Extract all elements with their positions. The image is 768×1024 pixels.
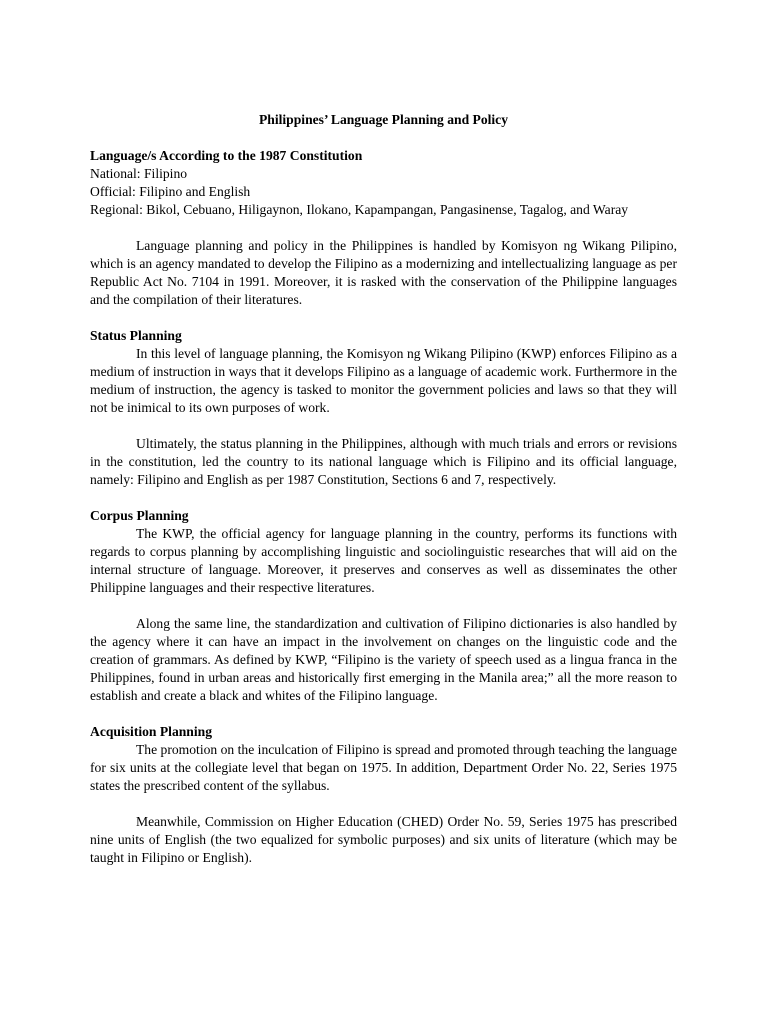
corpus-planning-paragraph-1: The KWP, the official agency for language planning in the country, performs its functions with regards to corpus planning by accomplishing linguistic and sociolinguistic researches that will aid on the internal structure of language. Moreover, it preserves and conserves as well as disseminates the other Philippine languages and their respective literatures. <box>90 526 677 595</box>
status-planning-paragraph-1: In this level of language planning, the Komisyon ng Wikang Pilipino (KWP) enforces Filipino as a medium of instruction in ways that it develops Filipino as a language of academic work. Furthermore in the medium of instruction, the agency is tasked to monitor the government policies and laws so that they will not be inimical to its own purposes of work. <box>90 346 677 415</box>
acquisition-planning-paragraph-2: Meanwhile, Commission on Higher Education (CHED) Order No. 59, Series 1975 has prescribed nine units of English (the two equalized for symbolic purposes) and six units of literature (which may be taught in Filipino or English). <box>90 814 677 865</box>
acquisition-planning-paragraph-1: The promotion on the inculcation of Filipino is spread and promoted through teaching the language for six units at the collegiate level that began on 1975. In addition, Department Order No. 22, Series 1975 states the prescribed content of the syllabus. <box>90 742 677 793</box>
spacer <box>90 597 677 615</box>
spacer <box>90 417 677 435</box>
corpus-planning-heading: Corpus Planning <box>90 508 189 523</box>
constitution-heading: Language/s According to the 1987 Constitution <box>90 148 363 163</box>
document-body <box>90 111 677 867</box>
acquisition-planning-heading: Acquisition Planning <box>90 724 213 739</box>
page-title: Philippines’ Language Planning and Policy <box>258 112 509 127</box>
corpus-planning-paragraph-2: Along the same line, the standardization and cultivation of Filipino dictionaries is also handled by the agency where it can have an impact in the involvement on changes on the linguistic code and the creation of grammars. As defined by KWP, “Filipino is the variety of speech used as a lingua franca in the Philippines, found in urban areas and historically first emerging in the Manila area;” all the more reason to establish and create a black and whites of the Filipino language. <box>90 616 677 703</box>
spacer <box>90 219 677 237</box>
regional-language-line: Regional: Bikol, Cebuano, Hiligaynon, Ilokano, Kapampangan, Pangasinense, Tagalog, and Waray <box>90 202 629 217</box>
status-planning-paragraph-2: Ultimately, the status planning in the Philippines, although with much trials and errors or revisions in the constitution, led the country to its national language which is Filipino and its official language, namely: Filipino and English as per 1987 Constitution, Sections 6 and 7, respectively. <box>90 436 677 487</box>
spacer <box>90 489 677 507</box>
intro-paragraph: Language planning and policy in the Philippines is handled by Komisyon ng Wikang Pilipino, which is an agency mandated to develop the Filipino as a modernizing and intellectualizing language as per Republic Act No. 7104 in 1991. Moreover, it is rasked with the conservation of the Philippine languages and the compilation of their literatures. <box>90 238 677 307</box>
official-language-line: Official: Filipino and English <box>90 184 251 199</box>
status-planning-heading: Status Planning <box>90 328 182 343</box>
spacer <box>90 705 677 723</box>
spacer <box>90 309 677 327</box>
national-language-line: National: Filipino <box>90 166 188 181</box>
spacer <box>90 795 677 813</box>
